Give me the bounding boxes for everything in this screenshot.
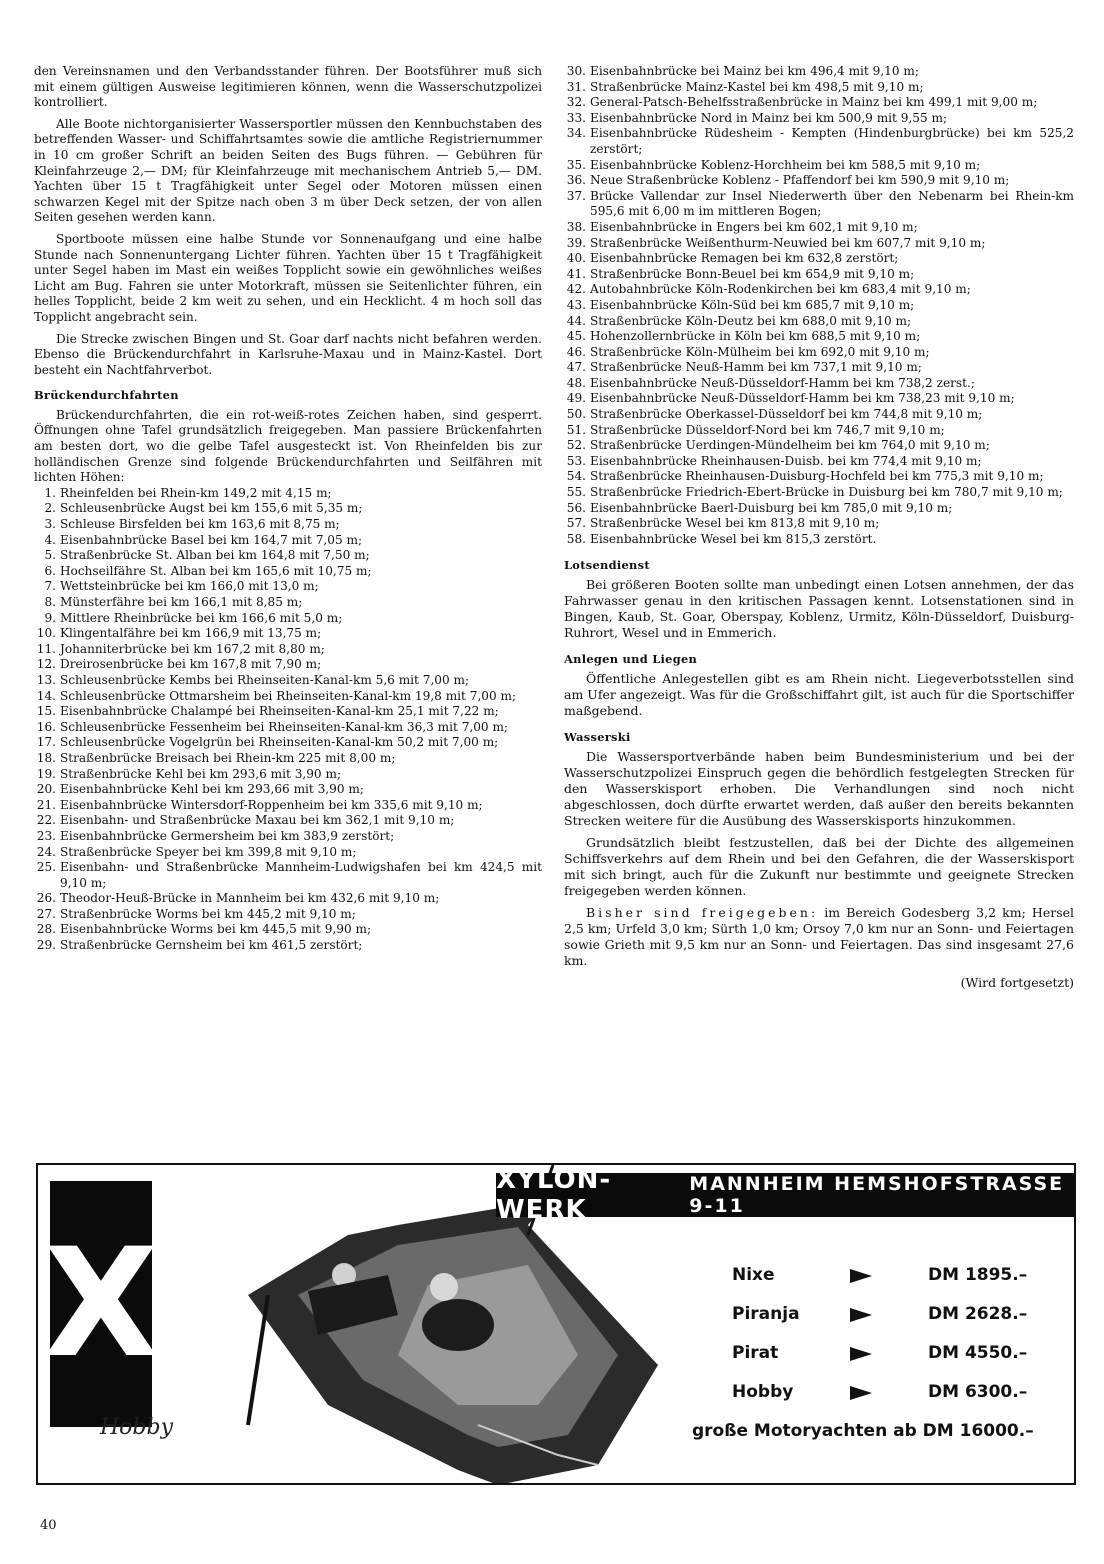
- item-text: Eisenbahnbrücke Remagen bei km 632,8 zerstört;: [590, 251, 899, 266]
- item-number: 53.: [566, 453, 586, 468]
- item-text: Straßenbrücke Worms bei km 445,2 mit 9,10 m;: [60, 906, 356, 921]
- item-number: 50.: [566, 407, 586, 422]
- item-text: Hochseilfähre St. Alban bei km 165,6 mit 10,75 m;: [60, 563, 372, 578]
- list-item: [564, 126, 1074, 157]
- item-text: Schleusenbrücke Kembs bei Rheinseiten-Kanal-km 5,6 mit 7,00 m;: [60, 672, 470, 687]
- list-item: [564, 173, 1074, 189]
- list-item: [564, 236, 1074, 252]
- item-text: Straßenbrücke Oberkassel-Düsseldorf bei km 744,8 mit 9,10 m;: [590, 407, 983, 422]
- paragraph: Bei größeren Booten sollte man unbedingt einen Lotsen annehmen, der das Fahrwasser genau in den kritischen Passagen kennt. Lotsenstationen sind in Bingen, Kaub, St. Goar, Oberspay, Koblenz, Urmitz, Köln-Düsseldorf, Duisburg-Ruhrort, Wesel und in Emmerich.: [564, 577, 1074, 641]
- item-text: Eisenbahnbrücke Rheinhausen-Duisb. bei km 774,4 mit 9,10 m;: [590, 453, 982, 468]
- item-number: 27.: [36, 906, 56, 921]
- item-text: Hohenzollernbrücke in Köln bei km 688,5 mit 9,10 m;: [590, 329, 921, 344]
- item-text: Straßenbrücke Bonn-Beuel bei km 654,9 mit 9,10 m;: [590, 266, 915, 281]
- item-number: 29.: [36, 938, 56, 953]
- list-item: [564, 407, 1074, 423]
- item-text: Klingentalfähre bei km 166,9 mit 13,75 m;: [60, 626, 322, 641]
- list-item: [34, 767, 542, 783]
- list-item: [564, 438, 1074, 454]
- list-item: [34, 845, 542, 861]
- list-item: [34, 704, 542, 720]
- list-item: [34, 626, 542, 642]
- item-text: Eisenbahnbrücke Basel bei km 164,7 mit 7,05 m;: [60, 532, 363, 547]
- list-item: [34, 673, 542, 689]
- item-number: 51.: [566, 422, 586, 437]
- item-text: Straßenbrücke Rheinhausen-Duisburg-Hochfeld bei km 775,3 mit 9,10 m;: [590, 469, 1044, 484]
- list-item: [564, 64, 1074, 80]
- right-column: [564, 64, 1074, 991]
- item-number: 3.: [44, 517, 56, 532]
- model-name: Nixe: [732, 1265, 775, 1285]
- item-number: 57.: [566, 516, 586, 531]
- paragraph: Sportboote müssen eine halbe Stunde vor Sonnenaufgang und eine halbe Stunde nach Sonnenuntergang Lichter führen. Yachten über 15 t Tragfähigkeit unter Segel haben im Mast ein weißes Topplicht sowie ein gewöhnliches weißes Licht am Bug. Fahren sie unter Motorkraft, müssen sie Seitenlichter führen, ein helles Topplicht, beide 2 km weit zu sehen, und ein Hecklicht. 4 m hoch soll das Topplicht angebracht sein.: [34, 231, 542, 324]
- list-item: [34, 782, 542, 798]
- section-heading: Anlegen und Liegen: [564, 652, 698, 667]
- item-number: 5.: [44, 548, 56, 563]
- item-number: 7.: [44, 579, 56, 594]
- item-text: Eisenbahnbrücke Germersheim bei km 383,9 zerstört;: [60, 828, 395, 843]
- item-number: 28.: [36, 922, 56, 937]
- item-number: 56.: [566, 500, 586, 515]
- section-heading: Wasserski: [564, 730, 631, 745]
- item-text: Eisenbahnbrücke Kehl bei km 293,66 mit 3,90 m;: [60, 782, 364, 797]
- list-item: [34, 689, 542, 705]
- item-number: 10.: [36, 626, 56, 641]
- item-number: 24.: [36, 844, 56, 859]
- item-text: Schleusenbrücke Vogelgrün bei Rheinseiten-Kanal-km 50,2 mit 7,00 m;: [60, 735, 499, 750]
- model-name: Hobby: [732, 1382, 794, 1402]
- item-text: Wettsteinbrücke bei km 166,0 mit 13,0 m;: [60, 579, 319, 594]
- item-text: Dreirosenbrücke bei km 167,8 mit 7,90 m;: [60, 657, 322, 672]
- list-item: [564, 282, 1074, 298]
- paragraph: Die Wassersportverbände haben beim Bundesministerium und bei der Wasserschutzpolizei Einspruch gegen die behördlich festgelegten Strecken für den Wasserskisport erhoben. Die Verhandlungen sind noch nicht abgeschlossen, doch dürfte erwartet werden, daß außer den bereits bekannten Strecken weitere für die Ausübung des Wasserskisports hinzukommen.: [564, 749, 1074, 829]
- ad-footer: große Motoryachten ab DM 16000.–: [692, 1421, 1034, 1441]
- list-item: [564, 391, 1074, 407]
- section-heading: Brückendurchfahrten: [34, 388, 179, 403]
- list-item: [564, 345, 1074, 361]
- item-text: Eisenbahnbrücke Nord in Mainz bei km 500,9 mit 9,55 m;: [590, 110, 948, 125]
- item-number: 39.: [566, 235, 586, 250]
- item-text: Schleuse Birsfelden bei km 163,6 mit 8,75 m;: [60, 517, 340, 532]
- section-heading: Lotsendienst: [564, 558, 650, 573]
- item-text: Straßenbrücke Neuß-Hamm bei km 737,1 mit 9,10 m;: [590, 360, 922, 375]
- list-item: [564, 298, 1074, 314]
- item-number: 11.: [36, 641, 56, 656]
- bridge-list: [564, 64, 1074, 547]
- item-number: 48.: [566, 375, 586, 390]
- item-text: Straßenbrücke Friedrich-Ebert-Brücke in Duisburg bei km 780,7 mit 9,10 m;: [590, 485, 1063, 500]
- item-text: Eisenbahn- und Straßenbrücke Maxau bei km 362,1 mit 9,10 m;: [60, 813, 455, 828]
- item-number: 1.: [44, 485, 56, 500]
- item-number: 8.: [44, 595, 56, 609]
- list-item: [564, 220, 1074, 236]
- item-text: Straßenbrücke Breisach bei Rhein-km 225 mit 8,00 m;: [60, 750, 396, 765]
- item-text: Rheinfelden bei Rhein-km 149,2 mit 4,15 m;: [60, 485, 332, 500]
- item-number: 25.: [36, 860, 56, 875]
- paragraph: Alle Boote nichtorganisierter Wassersportler müssen den Kennbuchstaben des betreffenden Wasser- und Schiffahrtsamtes sowie die amtliche Registriernummer in 10 cm großer Schrift an beiden Seiten des Bugs führen. — Gebühren für Kleinfahrzeuge 2,— DM; für Kleinfahrzeuge mit mechanischem Antrieb 5,— DM. Yachten über 15 t Tragfähigkeit unter Segel oder Motoren müssen einen schwarzen Kegel mit der Spitze nach oben 3 m über Deck setzen, der von allen Seiten gesehen werden kann.: [34, 116, 542, 225]
- item-number: 20.: [36, 782, 56, 797]
- item-number: 12.: [36, 657, 56, 672]
- model-price: DM 6300.–: [928, 1382, 1028, 1402]
- list-item: [34, 564, 542, 580]
- list-item: [34, 907, 542, 923]
- item-text: Eisenbahnbrücke Wesel bei km 815,3 zerstört.: [590, 531, 877, 546]
- item-number: 16.: [36, 719, 56, 734]
- arrow-icon: [850, 1308, 872, 1322]
- list-item: [34, 751, 542, 767]
- list-item: [564, 423, 1074, 439]
- item-number: 32.: [566, 95, 586, 110]
- list-item: [564, 80, 1074, 96]
- item-number: 38.: [566, 219, 586, 234]
- item-text: Eisenbahnbrücke Rüdesheim - Kempten (Hindenburgbrücke) bei km 525,2 zerstört;: [590, 126, 1074, 156]
- bridge-list: [34, 486, 542, 954]
- item-number: 45.: [566, 329, 586, 344]
- item-text: Straßenbrücke Kehl bei km 293,6 mit 3,90 m;: [60, 766, 342, 781]
- item-number: 6.: [44, 563, 56, 578]
- item-text: Brücke Vallendar zur Insel Niederwerth über den Nebenarm bei Rhein-km 595,6 mit 6,00 m im mittleren Bogen;: [590, 188, 1074, 219]
- model-price: DM 2628.–: [928, 1304, 1028, 1324]
- list-item: [34, 657, 542, 673]
- item-text: Straßenbrücke Köln-Mülheim bei km 692,0 mit 9,10 m;: [590, 344, 930, 359]
- list-item: [564, 469, 1074, 485]
- paragraph-text: im Bereich Godesberg 3,2 km; Hersel 2,5 km; Urfeld 3,0 km; Sürth 1,0 km; Orsoy 7,0 km nur an Sonn- und Feiertagen sowie Grieth mit 9,5 km nur an Sonn- und Feiertagen. Das sind insgesamt 27,6 km.: [564, 905, 1075, 969]
- list-item: [34, 938, 542, 954]
- list-item: [564, 158, 1074, 174]
- model-price: DM 4550.–: [928, 1343, 1028, 1363]
- list-item: [34, 860, 542, 891]
- item-text: Straßenbrücke Düsseldorf-Nord bei km 746,7 mit 9,10 m;: [590, 422, 945, 437]
- item-number: 46.: [566, 344, 586, 359]
- left-column: [34, 64, 542, 954]
- item-text: Eisenbahn- und Straßenbrücke Mannheim-Ludwigshafen bei km 424,5 mit 9,10 m;: [60, 860, 542, 890]
- item-number: 34.: [566, 126, 586, 141]
- model-signature: Hobby: [100, 1415, 174, 1440]
- list-item: [34, 798, 542, 814]
- item-number: 22.: [36, 813, 56, 828]
- list-item: [564, 376, 1074, 392]
- brand-name: XYLON-WERK: [496, 1165, 612, 1225]
- item-number: 31.: [566, 79, 586, 94]
- list-item: [34, 922, 542, 938]
- list-item: [564, 267, 1074, 283]
- list-item: [34, 548, 542, 564]
- brand-address: MANNHEIM HEMSHOFSTRASSE 9-11: [689, 1173, 1065, 1217]
- item-text: Schleusenbrücke Fessenheim bei Rheinseiten-Kanal-km 36,3 mit 7,00 m;: [60, 719, 509, 734]
- list-item: [564, 360, 1074, 376]
- arrow-icon: [850, 1269, 872, 1283]
- item-text: Straßenbrücke Köln-Deutz bei km 688,0 mit 9,10 m;: [590, 313, 912, 328]
- list-item: [564, 454, 1074, 470]
- item-text: Eisenbahnbrücke Köln-Süd bei km 685,7 mit 9,10 m;: [590, 297, 915, 312]
- price-list: [732, 1265, 1062, 1421]
- item-number: 2.: [44, 501, 56, 516]
- list-item: [34, 595, 542, 611]
- continued-note: (Wird fortgesetzt): [960, 975, 1074, 991]
- item-text: Theodor-Heuß-Brücke in Mannheim bei km 432,6 mit 9,10 m;: [60, 891, 440, 906]
- item-number: 33.: [566, 110, 586, 125]
- list-item: [34, 486, 542, 502]
- item-text: Mittlere Rheinbrücke bei km 166,6 mit 5,0 m;: [60, 610, 343, 625]
- item-text: Johanniterbrücke bei km 167,2 mit 8,80 m;: [60, 641, 325, 656]
- list-item: [34, 611, 542, 627]
- paragraph: Öffentliche Anlegestellen gibt es am Rhein nicht. Liegeverbotsstellen sind am Ufer angezeigt. Was für die Großschiffahrt gilt, ist auch für die Sportschiffer maßgebend.: [564, 671, 1074, 719]
- list-item: [34, 533, 542, 549]
- item-number: 19.: [36, 766, 56, 781]
- model-price: DM 1895.–: [928, 1265, 1028, 1285]
- item-text: Straßenbrücke Mainz-Kastel bei km 498,5 mit 9,10 m;: [590, 79, 924, 94]
- model-name: Piranja: [732, 1304, 800, 1324]
- list-item: [564, 95, 1074, 111]
- list-item: [34, 517, 542, 533]
- list-item: [34, 735, 542, 751]
- item-text: Straßenbrücke St. Alban bei km 164,8 mit 7,50 m;: [60, 548, 370, 563]
- list-item: [34, 501, 542, 517]
- list-item: [564, 189, 1074, 220]
- item-number: 17.: [36, 735, 56, 750]
- list-item: [564, 251, 1074, 267]
- model-name: Pirat: [732, 1343, 779, 1363]
- item-number: 36.: [566, 173, 586, 188]
- item-text: Eisenbahnbrücke in Engers bei km 602,1 mit 9,10 m;: [590, 219, 918, 234]
- item-number: 18.: [36, 750, 56, 765]
- item-text: Eisenbahnbrücke Worms bei km 445,5 mit 9,90 m;: [60, 922, 372, 937]
- item-text: Autobahnbrücke Köln-Rodenkirchen bei km 683,4 mit 9,10 m;: [590, 282, 971, 297]
- item-number: 23.: [36, 828, 56, 843]
- item-text: Straßenbrücke Wesel bei km 813,8 mit 9,10 m;: [590, 516, 880, 531]
- item-number: 35.: [566, 157, 586, 172]
- item-number: 40.: [566, 251, 586, 266]
- item-text: Eisenbahnbrücke Neuß-Düsseldorf-Hamm bei km 738,23 mit 9,10 m;: [590, 391, 1015, 406]
- item-number: 15.: [36, 704, 56, 719]
- list-item: [564, 329, 1074, 345]
- item-number: 54.: [566, 469, 586, 484]
- paragraph: den Vereinsnamen und den Verbandsstander führen. Der Bootsführer muß sich mit einem gültigen Ausweise legitimieren können, wenn die Wasserschutzpolizei kontrolliert.: [34, 64, 542, 110]
- item-number: 49.: [566, 391, 586, 406]
- list-item: [564, 516, 1074, 532]
- paragraph: [564, 905, 1074, 969]
- list-item: [564, 485, 1074, 501]
- item-number: 26.: [36, 891, 56, 906]
- item-number: 52.: [566, 438, 586, 453]
- item-text: Eisenbahnbrücke Baerl-Duisburg bei km 785,0 mit 9,10 m;: [590, 500, 953, 515]
- list-item: [564, 111, 1074, 127]
- page-number: 40: [40, 1518, 57, 1533]
- item-number: 9.: [44, 610, 56, 625]
- spaced-lead: Bisher sind freigegeben:: [586, 905, 819, 921]
- item-number: 14.: [36, 688, 56, 703]
- item-text: Schleusenbrücke Ottmarsheim bei Rheinseiten-Kanal-km 19,8 mit 7,00 m;: [60, 688, 517, 703]
- item-text: Eisenbahnbrücke Neuß-Düsseldorf-Hamm bei km 738,2 zerst.;: [590, 375, 975, 390]
- item-text: Straßenbrücke Uerdingen-Mündelheim bei km 764,0 mit 9,10 m;: [590, 438, 990, 453]
- item-number: 55.: [566, 485, 586, 500]
- list-item: [34, 642, 542, 658]
- arrow-icon: [850, 1347, 872, 1361]
- item-text: Eisenbahnbrücke Wintersdorf-Roppenheim bei km 335,6 mit 9,10 m;: [60, 797, 483, 812]
- item-number: 43.: [566, 297, 586, 312]
- item-number: 47.: [566, 360, 586, 375]
- list-item: [564, 532, 1074, 548]
- item-text: Schleusenbrücke Augst bei km 155,6 mit 5,35 m;: [60, 501, 363, 516]
- item-text: Münsterfähre bei km 166,1 mit 8,85 m;: [60, 595, 303, 609]
- logo-x: X: [50, 1181, 152, 1427]
- item-text: Straßenbrücke Gernsheim bei km 461,5 zerstört;: [60, 938, 363, 953]
- list-item: [34, 720, 542, 736]
- item-number: 13.: [36, 672, 56, 687]
- item-text: General-Patsch-Behelfsstraßenbrücke in Mainz bei km 499,1 mit 9,00 m;: [590, 95, 1038, 110]
- arrow-icon: [850, 1386, 872, 1400]
- item-text: Eisenbahnbrücke bei Mainz bei km 496,4 mit 9,10 m;: [590, 64, 919, 78]
- item-text: Straßenbrücke Weißenthurm-Neuwied bei km 607,7 mit 9,10 m;: [590, 235, 986, 250]
- list-item: [34, 829, 542, 845]
- item-number: 30.: [566, 64, 586, 78]
- list-item: [34, 891, 542, 907]
- list-item: [34, 813, 542, 829]
- item-text: Eisenbahnbrücke Chalampé bei Rheinseiten-Kanal-km 25,1 mit 7,22 m;: [60, 704, 499, 719]
- item-number: 21.: [36, 797, 56, 812]
- item-number: 41.: [566, 266, 586, 281]
- list-item: [564, 501, 1074, 517]
- item-text: Eisenbahnbrücke Koblenz-Horchheim bei km 588,5 mit 9,10 m;: [590, 157, 981, 172]
- item-number: 4.: [44, 532, 56, 547]
- paragraph: Brückendurchfahrten, die ein rot-weiß-rotes Zeichen haben, sind gesperrt. Öffnungen ohne Tafel grundsätzlich freigegeben. Man passiere Brückenfahrten am besten dort, wo die gelbe Tafel ausgesteckt ist. Von Rheinfelden bis zur holländischen Grenze sind folgende Brückendurchfahrten und Seilfähren mit lichten Höhen:: [34, 407, 542, 485]
- paragraph: Die Strecke zwischen Bingen und St. Goar darf nachts nicht befahren werden. Ebenso die Brückendurchfahrt in Karlsruhe-Maxau und in Mainz-Kastel. Dort besteht ein Nachtfahrverbot.: [34, 331, 542, 377]
- item-number: 42.: [566, 282, 586, 297]
- item-number: 44.: [566, 313, 586, 328]
- advertisement: [36, 1163, 1076, 1485]
- paragraph: Grundsätzlich bleibt festzustellen, daß bei der Dichte des allgemeinen Schiffsverkehrs auf dem Rhein und bei den Gefahren, die der Wasserskisport mit sich bringt, auch für die Zukunft nur bestimmte und geeignete Strecken freigegeben werden können.: [564, 835, 1074, 899]
- price-row: [732, 1265, 1062, 1304]
- item-text: Neue Straßenbrücke Koblenz - Pfaffendorf bei km 590,9 mit 9,10 m;: [590, 173, 1010, 188]
- item-number: 58.: [566, 531, 586, 546]
- item-number: 37.: [566, 188, 586, 203]
- list-item: [564, 314, 1074, 330]
- price-row: [732, 1343, 1062, 1382]
- item-text: Straßenbrücke Speyer bei km 399,8 mit 9,10 m;: [60, 844, 357, 859]
- list-item: [34, 579, 542, 595]
- price-row: [732, 1304, 1062, 1343]
- price-row: [732, 1382, 1062, 1421]
- brand-banner: [496, 1165, 1074, 1225]
